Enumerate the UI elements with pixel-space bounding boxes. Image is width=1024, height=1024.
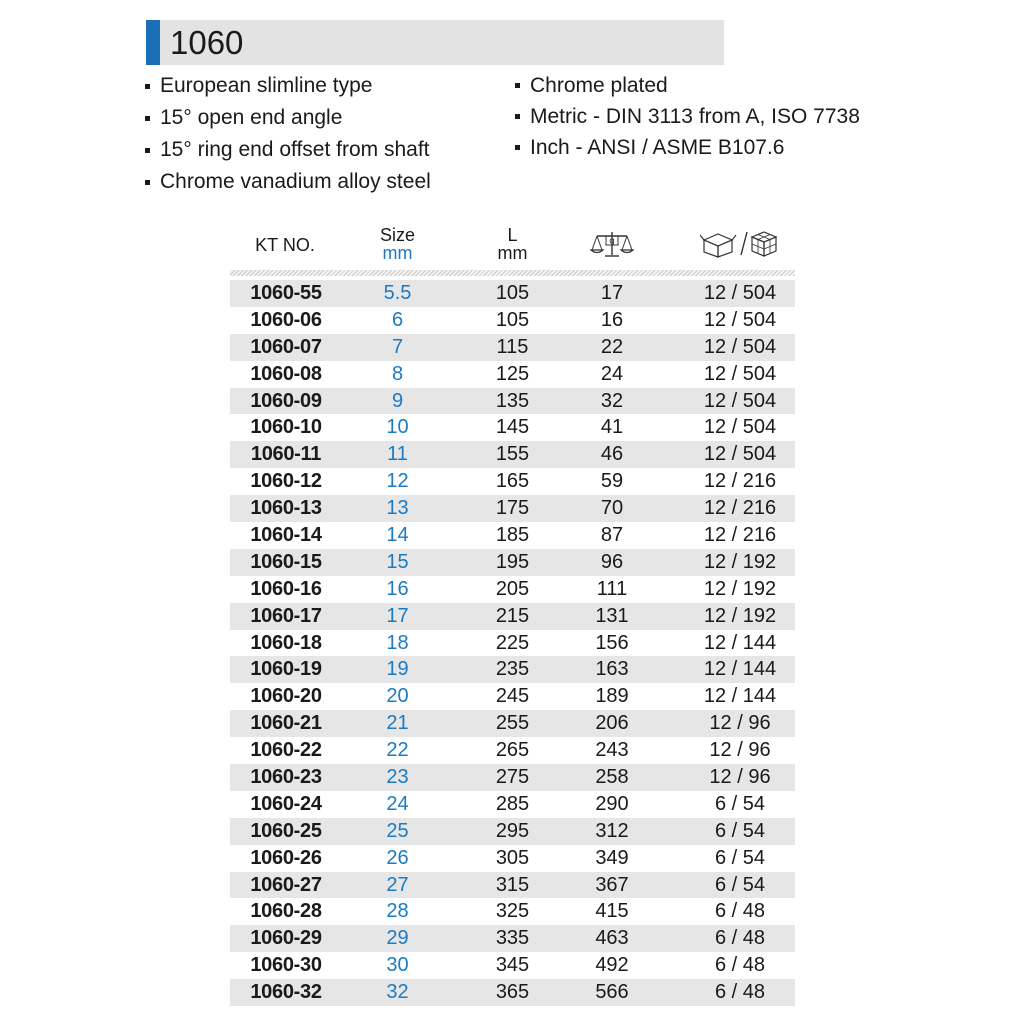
spec-table bbox=[230, 224, 795, 1006]
cell-length: 225 bbox=[495, 631, 530, 654]
table-row bbox=[230, 979, 795, 1006]
bullet-icon bbox=[515, 83, 520, 88]
cell-size: 30 bbox=[386, 954, 409, 977]
feature-item: Chrome vanadium alloy steel bbox=[145, 166, 431, 198]
cell-packaging: 12 / 504 bbox=[703, 443, 777, 466]
cell-size: 8 bbox=[391, 362, 404, 385]
title-accent-bar bbox=[146, 20, 160, 65]
bullet-icon bbox=[145, 84, 150, 89]
table-row bbox=[230, 898, 795, 925]
cell-size: 28 bbox=[386, 900, 409, 923]
cell-length: 285 bbox=[495, 792, 530, 815]
cell-packaging: 6 / 54 bbox=[714, 846, 766, 869]
cell-length: 115 bbox=[496, 335, 529, 358]
cell-size: 12 bbox=[386, 470, 409, 493]
cell-weight: 258 bbox=[595, 766, 629, 789]
table-row bbox=[230, 656, 795, 683]
cell-packaging: 12 / 192 bbox=[703, 604, 777, 627]
cell-kt-no: 1060-24 bbox=[250, 792, 322, 815]
cell-weight: 59 bbox=[600, 470, 624, 493]
cell-kt-no: 1060-15 bbox=[250, 550, 322, 573]
cell-packaging: 12 / 504 bbox=[703, 389, 777, 412]
cell-length: 155 bbox=[495, 443, 530, 466]
cell-length: 235 bbox=[495, 658, 530, 681]
cell-weight: 17 bbox=[600, 282, 624, 304]
weight-unit-label: g bbox=[609, 236, 615, 247]
table-row bbox=[230, 683, 795, 710]
cell-size: 21 bbox=[386, 712, 409, 735]
table-row bbox=[230, 791, 795, 818]
feature-item: Chrome plated bbox=[515, 70, 860, 101]
cell-kt-no: 1060-13 bbox=[250, 497, 322, 520]
cell-weight: 70 bbox=[600, 497, 624, 520]
cell-weight: 312 bbox=[595, 819, 629, 842]
cell-packaging: 6 / 54 bbox=[714, 873, 766, 896]
title-bar bbox=[146, 20, 724, 65]
feature-item: 15° open end angle bbox=[145, 102, 431, 134]
cell-weight: 349 bbox=[595, 846, 629, 869]
cell-kt-no: 1060-21 bbox=[250, 712, 322, 735]
cell-kt-no: 1060-09 bbox=[250, 389, 322, 412]
cell-packaging: 12 / 144 bbox=[703, 658, 777, 681]
cell-size: 14 bbox=[386, 524, 409, 547]
header-size-unit: mm bbox=[382, 243, 413, 263]
header-divider bbox=[230, 270, 795, 276]
cell-weight: 290 bbox=[595, 792, 629, 815]
cell-kt-no: 1060-32 bbox=[250, 981, 322, 1004]
cell-length: 335 bbox=[495, 927, 530, 950]
cell-kt-no: 1060-10 bbox=[250, 416, 322, 439]
cell-length: 195 bbox=[495, 550, 530, 573]
cell-packaging: 12 / 96 bbox=[709, 739, 771, 762]
cell-size: 27 bbox=[386, 873, 409, 896]
cell-length: 275 bbox=[495, 766, 530, 789]
cell-size: 26 bbox=[386, 846, 409, 869]
cell-weight: 415 bbox=[595, 900, 629, 923]
cell-length: 135 bbox=[495, 389, 530, 412]
cell-length: 315 bbox=[495, 873, 530, 896]
cell-size: 6 bbox=[391, 308, 404, 331]
cell-weight: 367 bbox=[595, 873, 629, 896]
cell-kt-no: 1060-27 bbox=[250, 873, 322, 896]
cell-length: 305 bbox=[495, 846, 530, 869]
cell-size: 18 bbox=[386, 631, 409, 654]
table-row bbox=[230, 818, 795, 845]
cell-weight: 243 bbox=[595, 739, 629, 762]
feature-item: European slimline type bbox=[145, 70, 431, 102]
cell-size: 5.5 bbox=[383, 282, 412, 304]
table-row bbox=[230, 522, 795, 549]
bullet-icon bbox=[145, 148, 150, 153]
cell-size: 10 bbox=[386, 416, 409, 439]
cell-kt-no: 1060-55 bbox=[250, 282, 322, 304]
cell-packaging: 6 / 48 bbox=[714, 900, 766, 923]
cell-length: 265 bbox=[495, 739, 530, 762]
table-body bbox=[230, 280, 795, 1006]
cell-length: 245 bbox=[495, 685, 530, 708]
table-row bbox=[230, 441, 795, 468]
table-row bbox=[230, 468, 795, 495]
cell-size: 7 bbox=[391, 335, 404, 358]
cell-weight: 46 bbox=[600, 443, 624, 466]
cell-size: 15 bbox=[386, 550, 409, 573]
cell-size: 11 bbox=[387, 443, 408, 466]
cell-size: 16 bbox=[386, 577, 409, 600]
bullet-icon bbox=[515, 145, 520, 150]
cell-kt-no: 1060-19 bbox=[250, 658, 322, 681]
table-row bbox=[230, 307, 795, 334]
cell-kt-no: 1060-18 bbox=[250, 631, 322, 654]
cell-kt-no: 1060-29 bbox=[250, 927, 322, 950]
header-length-label: L bbox=[507, 225, 518, 245]
cell-kt-no: 1060-17 bbox=[250, 604, 322, 627]
cell-packaging: 12 / 504 bbox=[703, 282, 777, 304]
cell-packaging: 12 / 144 bbox=[703, 631, 777, 654]
bullet-icon bbox=[145, 180, 150, 185]
cell-length: 345 bbox=[495, 954, 530, 977]
box-packaging-icon bbox=[700, 228, 780, 263]
cell-weight: 41 bbox=[600, 416, 624, 439]
cell-kt-no: 1060-11 bbox=[250, 443, 322, 466]
cell-weight: 24 bbox=[600, 362, 624, 385]
cell-packaging: 12 / 504 bbox=[703, 416, 777, 439]
cell-length: 105 bbox=[495, 282, 530, 304]
cell-size: 17 bbox=[386, 604, 409, 627]
cell-packaging: 12 / 96 bbox=[709, 766, 771, 789]
table-row bbox=[230, 549, 795, 576]
cell-weight: 131 bbox=[595, 604, 629, 627]
cell-packaging: 12 / 96 bbox=[709, 712, 771, 735]
table-row bbox=[230, 361, 795, 388]
cell-kt-no: 1060-06 bbox=[250, 308, 322, 331]
cell-packaging: 12 / 144 bbox=[703, 685, 777, 708]
header-length-unit: mm bbox=[497, 243, 528, 263]
bullet-icon bbox=[515, 114, 520, 119]
cell-size: 19 bbox=[386, 658, 409, 681]
feature-item: 15° ring end offset from shaft bbox=[145, 134, 431, 166]
cell-kt-no: 1060-30 bbox=[250, 954, 322, 977]
cell-size: 23 bbox=[386, 766, 409, 789]
page-title: 1060 bbox=[170, 24, 244, 61]
cell-weight: 32 bbox=[600, 389, 624, 412]
cell-weight: 22 bbox=[600, 335, 624, 358]
cell-kt-no: 1060-12 bbox=[250, 470, 322, 493]
cell-weight: 111 bbox=[596, 577, 628, 600]
cell-weight: 566 bbox=[595, 981, 629, 1004]
cell-size: 22 bbox=[386, 739, 409, 762]
cell-size: 24 bbox=[386, 792, 409, 815]
table-row bbox=[230, 334, 795, 361]
cell-weight: 189 bbox=[595, 685, 629, 708]
table-row bbox=[230, 845, 795, 872]
table-row bbox=[230, 764, 795, 791]
cell-packaging: 12 / 216 bbox=[703, 497, 777, 520]
cell-size: 25 bbox=[386, 819, 409, 842]
cell-length: 365 bbox=[495, 981, 530, 1004]
cell-kt-no: 1060-26 bbox=[250, 846, 322, 869]
cell-kt-no: 1060-16 bbox=[250, 577, 322, 600]
feature-list-left bbox=[145, 70, 431, 198]
bullet-icon bbox=[145, 116, 150, 121]
cell-size: 13 bbox=[386, 497, 409, 520]
cell-packaging: 6 / 48 bbox=[714, 954, 766, 977]
table-row bbox=[230, 603, 795, 630]
cell-length: 255 bbox=[495, 712, 530, 735]
cell-packaging: 6 / 54 bbox=[714, 792, 766, 815]
cell-kt-no: 1060-08 bbox=[250, 362, 322, 385]
table-row bbox=[230, 952, 795, 979]
cell-length: 105 bbox=[495, 308, 530, 331]
cell-weight: 96 bbox=[600, 550, 624, 573]
feature-item: Metric - DIN 3113 from A, ISO 7738 bbox=[515, 101, 860, 132]
cell-size: 32 bbox=[386, 981, 409, 1004]
cell-length: 165 bbox=[495, 470, 530, 493]
cell-weight: 463 bbox=[595, 927, 629, 950]
cell-length: 145 bbox=[495, 416, 530, 439]
cell-kt-no: 1060-20 bbox=[250, 685, 322, 708]
cell-length: 325 bbox=[495, 900, 530, 923]
cell-kt-no: 1060-14 bbox=[250, 524, 322, 547]
cell-kt-no: 1060-28 bbox=[250, 900, 322, 923]
header-size bbox=[360, 226, 435, 262]
cell-length: 175 bbox=[495, 497, 530, 520]
cell-weight: 156 bbox=[595, 631, 629, 654]
table-row bbox=[230, 495, 795, 522]
table-row bbox=[230, 414, 795, 441]
header-kt-no: KT NO. bbox=[255, 235, 315, 255]
feature-item: Inch - ANSI / ASME B107.6 bbox=[515, 132, 860, 163]
cell-length: 125 bbox=[495, 362, 530, 385]
cell-packaging: 6 / 54 bbox=[714, 819, 766, 842]
cell-packaging: 12 / 504 bbox=[703, 362, 777, 385]
scale-weight-icon bbox=[582, 228, 642, 265]
table-row bbox=[230, 872, 795, 899]
header-length bbox=[475, 226, 550, 262]
cell-packaging: 12 / 216 bbox=[703, 524, 777, 547]
cell-weight: 163 bbox=[595, 658, 629, 681]
cell-size: 20 bbox=[386, 685, 409, 708]
header-size-label: Size bbox=[379, 225, 415, 245]
cell-kt-no: 1060-22 bbox=[250, 739, 322, 762]
cell-packaging: 6 / 48 bbox=[714, 981, 766, 1004]
cell-size: 29 bbox=[386, 927, 409, 950]
table-header bbox=[230, 224, 795, 268]
cell-kt-no: 1060-23 bbox=[250, 766, 322, 789]
cell-length: 205 bbox=[495, 577, 530, 600]
cell-packaging: 12 / 504 bbox=[703, 308, 777, 331]
cell-length: 295 bbox=[495, 819, 530, 842]
cell-weight: 492 bbox=[595, 954, 629, 977]
table-row bbox=[230, 737, 795, 764]
cell-kt-no: 1060-07 bbox=[250, 335, 322, 358]
table-row bbox=[230, 710, 795, 737]
table-row bbox=[230, 280, 795, 307]
cell-packaging: 12 / 192 bbox=[703, 577, 777, 600]
cell-packaging: 12 / 504 bbox=[703, 335, 777, 358]
cell-weight: 16 bbox=[600, 308, 624, 331]
cell-length: 185 bbox=[495, 524, 530, 547]
table-row bbox=[230, 630, 795, 657]
feature-list-right bbox=[515, 70, 860, 163]
cell-packaging: 12 / 192 bbox=[703, 550, 777, 573]
cell-weight: 206 bbox=[595, 712, 629, 735]
table-row bbox=[230, 388, 795, 415]
cell-packaging: 6 / 48 bbox=[714, 927, 766, 950]
cell-packaging: 12 / 216 bbox=[703, 470, 777, 493]
cell-weight: 87 bbox=[600, 524, 624, 547]
cell-size: 9 bbox=[391, 389, 404, 412]
table-row bbox=[230, 925, 795, 952]
cell-length: 215 bbox=[495, 604, 530, 627]
table-row bbox=[230, 576, 795, 603]
cell-kt-no: 1060-25 bbox=[250, 819, 322, 842]
